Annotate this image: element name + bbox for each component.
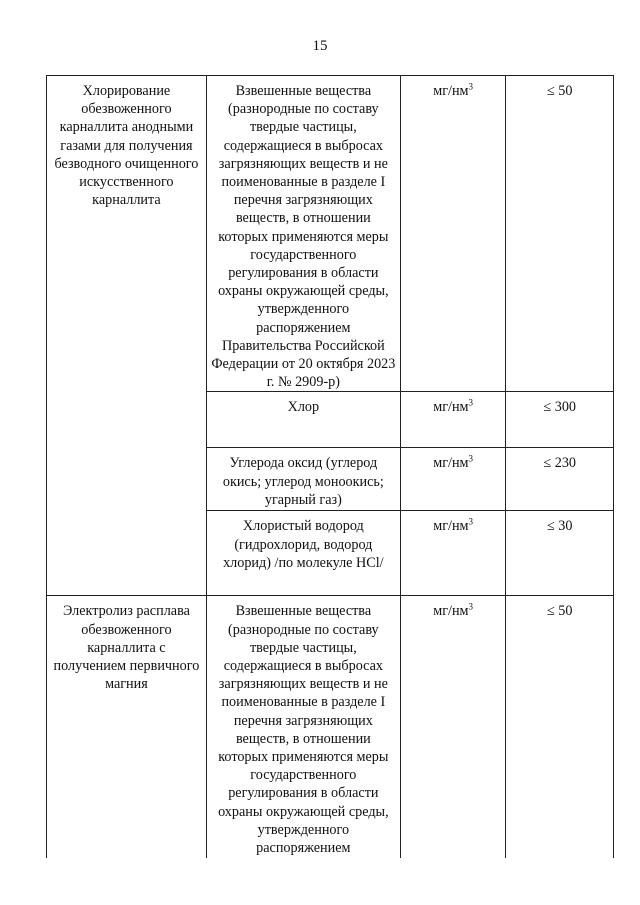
limit-cell	[506, 448, 614, 511]
unit-label: $мг/нм^3$	[433, 397, 474, 416]
pollutant-name: Взвешенные вещества (разнородные по составу твердые частицы, содержащиеся в выбросах загрязняющих веществ и не поименованные в разделе I перечня загрязняющих веществ, в отношении которых применяются меры государственного регулирования в области охраны окружающей среды, утвержденного распоряжением	[218, 603, 389, 857]
unit-cell	[400, 448, 506, 511]
limit-value: ≤ 300	[543, 399, 577, 416]
pollutant-cell	[206, 511, 400, 596]
unit-cell	[400, 511, 506, 596]
unit-label: $мг/нм^3$	[433, 453, 474, 472]
unit-label: $мг/нм^3$	[433, 516, 474, 535]
page-number: 15	[312, 38, 328, 54]
unit-label: $мг/нм^3$	[433, 81, 474, 99]
process-name: Хлорирование обезвоженного карналлита анодными газами для получения безводного очищенного искусственного карналлита	[54, 83, 199, 209]
emission-standards-table	[46, 75, 614, 858]
process-name: Электролиз расплава обезвоженного карналлита с получением первичного магния	[53, 603, 200, 693]
unit-cell	[400, 596, 506, 858]
pollutant-name: Взвешенные вещества (разнородные по составу твердые частицы, содержащиеся в выбросах загрязняющих веществ и не поименованные в разделе I перечня загрязняющих веществ, в отношении которых применяются меры государственного регулирования в области охраны окружающей среды, утвержденного распоряжением Правительства Российской Федерации от 20 октября 2023 г. № 2909-р)	[211, 83, 396, 391]
table-row	[47, 76, 614, 392]
limit-value: ≤ 50	[546, 83, 573, 99]
limit-cell	[506, 76, 614, 392]
pollutant-cell	[206, 392, 400, 448]
unit-cell	[400, 392, 506, 448]
unit-cell	[400, 76, 506, 392]
unit-label: $мг/нм^3$	[433, 601, 474, 620]
limit-cell	[506, 511, 614, 596]
limit-value: ≤ 230	[543, 455, 577, 472]
table-row	[47, 596, 614, 858]
pollutant-cell	[206, 596, 400, 858]
pollutant-name: Хлор	[287, 399, 320, 416]
pollutant-name: Углерода оксид (углерод окись; углерод моноокись; угарный газ)	[222, 455, 384, 508]
limit-value: ≤ 50	[546, 603, 573, 620]
pollutant-cell	[206, 76, 400, 392]
process-cell	[47, 76, 207, 596]
limit-cell	[506, 596, 614, 858]
process-cell	[47, 596, 207, 858]
pollutant-name: Хлористый водород (гидрохлорид, водород хлорид) /по молекуле HCl/	[223, 518, 384, 571]
limit-value: ≤ 30	[546, 518, 573, 535]
limit-cell	[506, 392, 614, 448]
pollutant-cell	[206, 448, 400, 511]
